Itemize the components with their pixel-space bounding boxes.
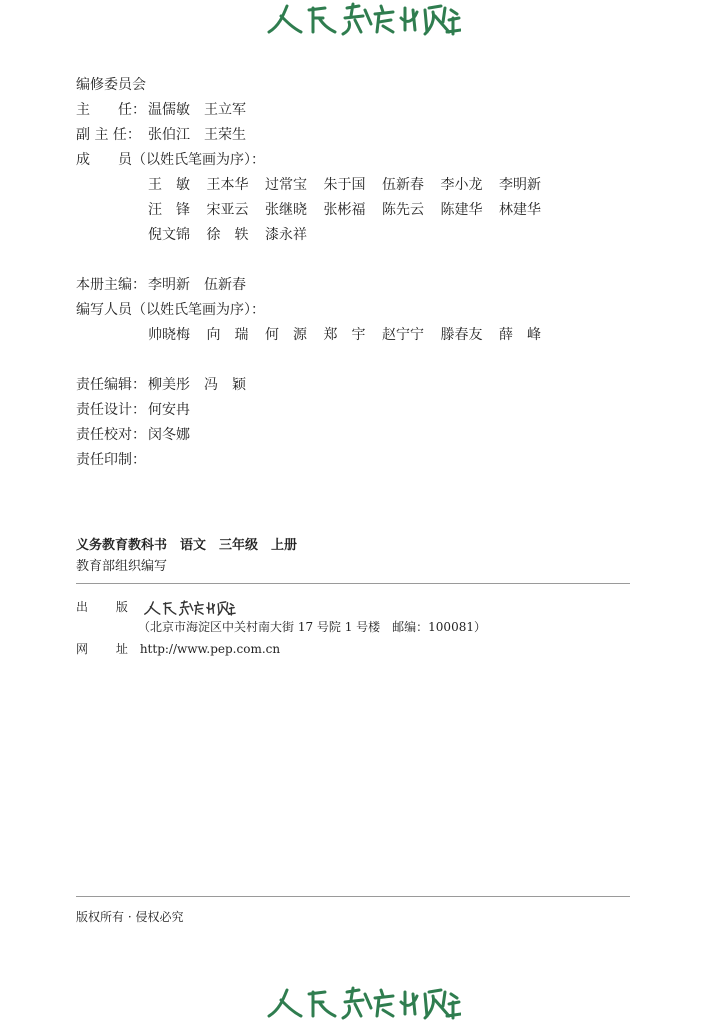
- director-names: 温儒敏 王立军: [148, 102, 246, 118]
- responsible-design-label: 责任设计：: [76, 402, 146, 418]
- committee-heading: 编修委员会: [76, 77, 146, 93]
- member-name: 朱于国: [323, 177, 366, 193]
- writer-name: 郑 宇: [323, 327, 366, 343]
- writer-name: 向 瑞: [206, 327, 249, 343]
- writer-name: 薛 峰: [499, 327, 541, 343]
- members-row-2: [76, 198, 558, 223]
- members-row-3: [76, 223, 558, 248]
- member-name: 陈建华: [440, 202, 483, 218]
- book-title: 义务教育教科书 语文 三年级 上册: [76, 538, 298, 553]
- member-name: 王本华: [206, 177, 249, 193]
- publisher-logo-top: [265, 2, 461, 36]
- writer-name: 帅晓梅: [148, 327, 190, 343]
- publisher-logo-small: [140, 600, 238, 616]
- responsible-design-name: 何安冉: [148, 402, 190, 418]
- chief-editor-label: 本册主编：: [76, 277, 146, 293]
- website-label: 网 址: [76, 642, 140, 656]
- member-name: 倪文锦: [148, 227, 190, 243]
- vice-director-label: 副 主 任：: [76, 127, 141, 143]
- member-name: 宋亚云: [206, 202, 249, 218]
- member-name: 漆永祥: [265, 227, 307, 243]
- divider-bottom: [76, 896, 630, 897]
- member-name: 李小龙: [440, 177, 483, 193]
- responsible-editor-names: 柳美彤 冯 颖: [148, 377, 246, 393]
- member-name: 林建华: [499, 202, 541, 218]
- writer-name: 赵宁宁: [382, 327, 424, 343]
- member-name: 李明新: [499, 177, 541, 193]
- website-url[interactable]: http://www.pep.com.cn: [139, 642, 281, 656]
- member-name: 陈先云: [382, 202, 424, 218]
- chief-editor-names: 李明新 伍新春: [148, 277, 246, 293]
- divider-top: [76, 583, 630, 584]
- publisher-logo-bottom: [265, 986, 461, 1020]
- book-compiled-by: 教育部组织编写: [76, 559, 168, 574]
- copyright-notice: 版权所有 · 侵权必究: [76, 910, 184, 924]
- member-name: 王 敏: [148, 177, 190, 193]
- responsibility-block: [76, 373, 246, 473]
- publisher-address: （北京市海淀区中关村南大街 17 号院 1 号楼 邮编：100081）: [138, 620, 486, 634]
- writer-name: 滕春友: [440, 327, 483, 343]
- responsible-proof-label: 责任校对：: [76, 427, 146, 443]
- editorial-committee: [76, 73, 558, 248]
- member-name: 张继晓: [265, 202, 307, 218]
- publisher-row: [76, 598, 238, 616]
- member-name: 张彬福: [323, 202, 366, 218]
- publisher-label: 出 版: [76, 600, 140, 614]
- responsible-proof-name: 闵冬娜: [148, 427, 190, 443]
- book-editors: [76, 273, 558, 348]
- responsible-editor-label: 责任编辑：: [76, 377, 146, 393]
- member-name: 过常宝: [265, 177, 307, 193]
- writer-name: 何 源: [265, 327, 307, 343]
- responsible-print-label: 责任印制：: [76, 452, 146, 468]
- members-row-1: [76, 173, 558, 198]
- member-name: 汪 锋: [148, 202, 190, 218]
- vice-director-names: 张伯江 王荣生: [148, 127, 246, 143]
- member-name: 伍新春: [382, 177, 424, 193]
- member-name: 徐 轶: [206, 227, 249, 243]
- writers-label: 编写人员（以姓氏笔画为序）：: [76, 302, 265, 318]
- director-label: 主 任：: [76, 102, 146, 118]
- writers-row: [76, 323, 558, 348]
- members-label: 成 员（以姓氏笔画为序）：: [76, 152, 265, 168]
- website-row: [76, 640, 280, 657]
